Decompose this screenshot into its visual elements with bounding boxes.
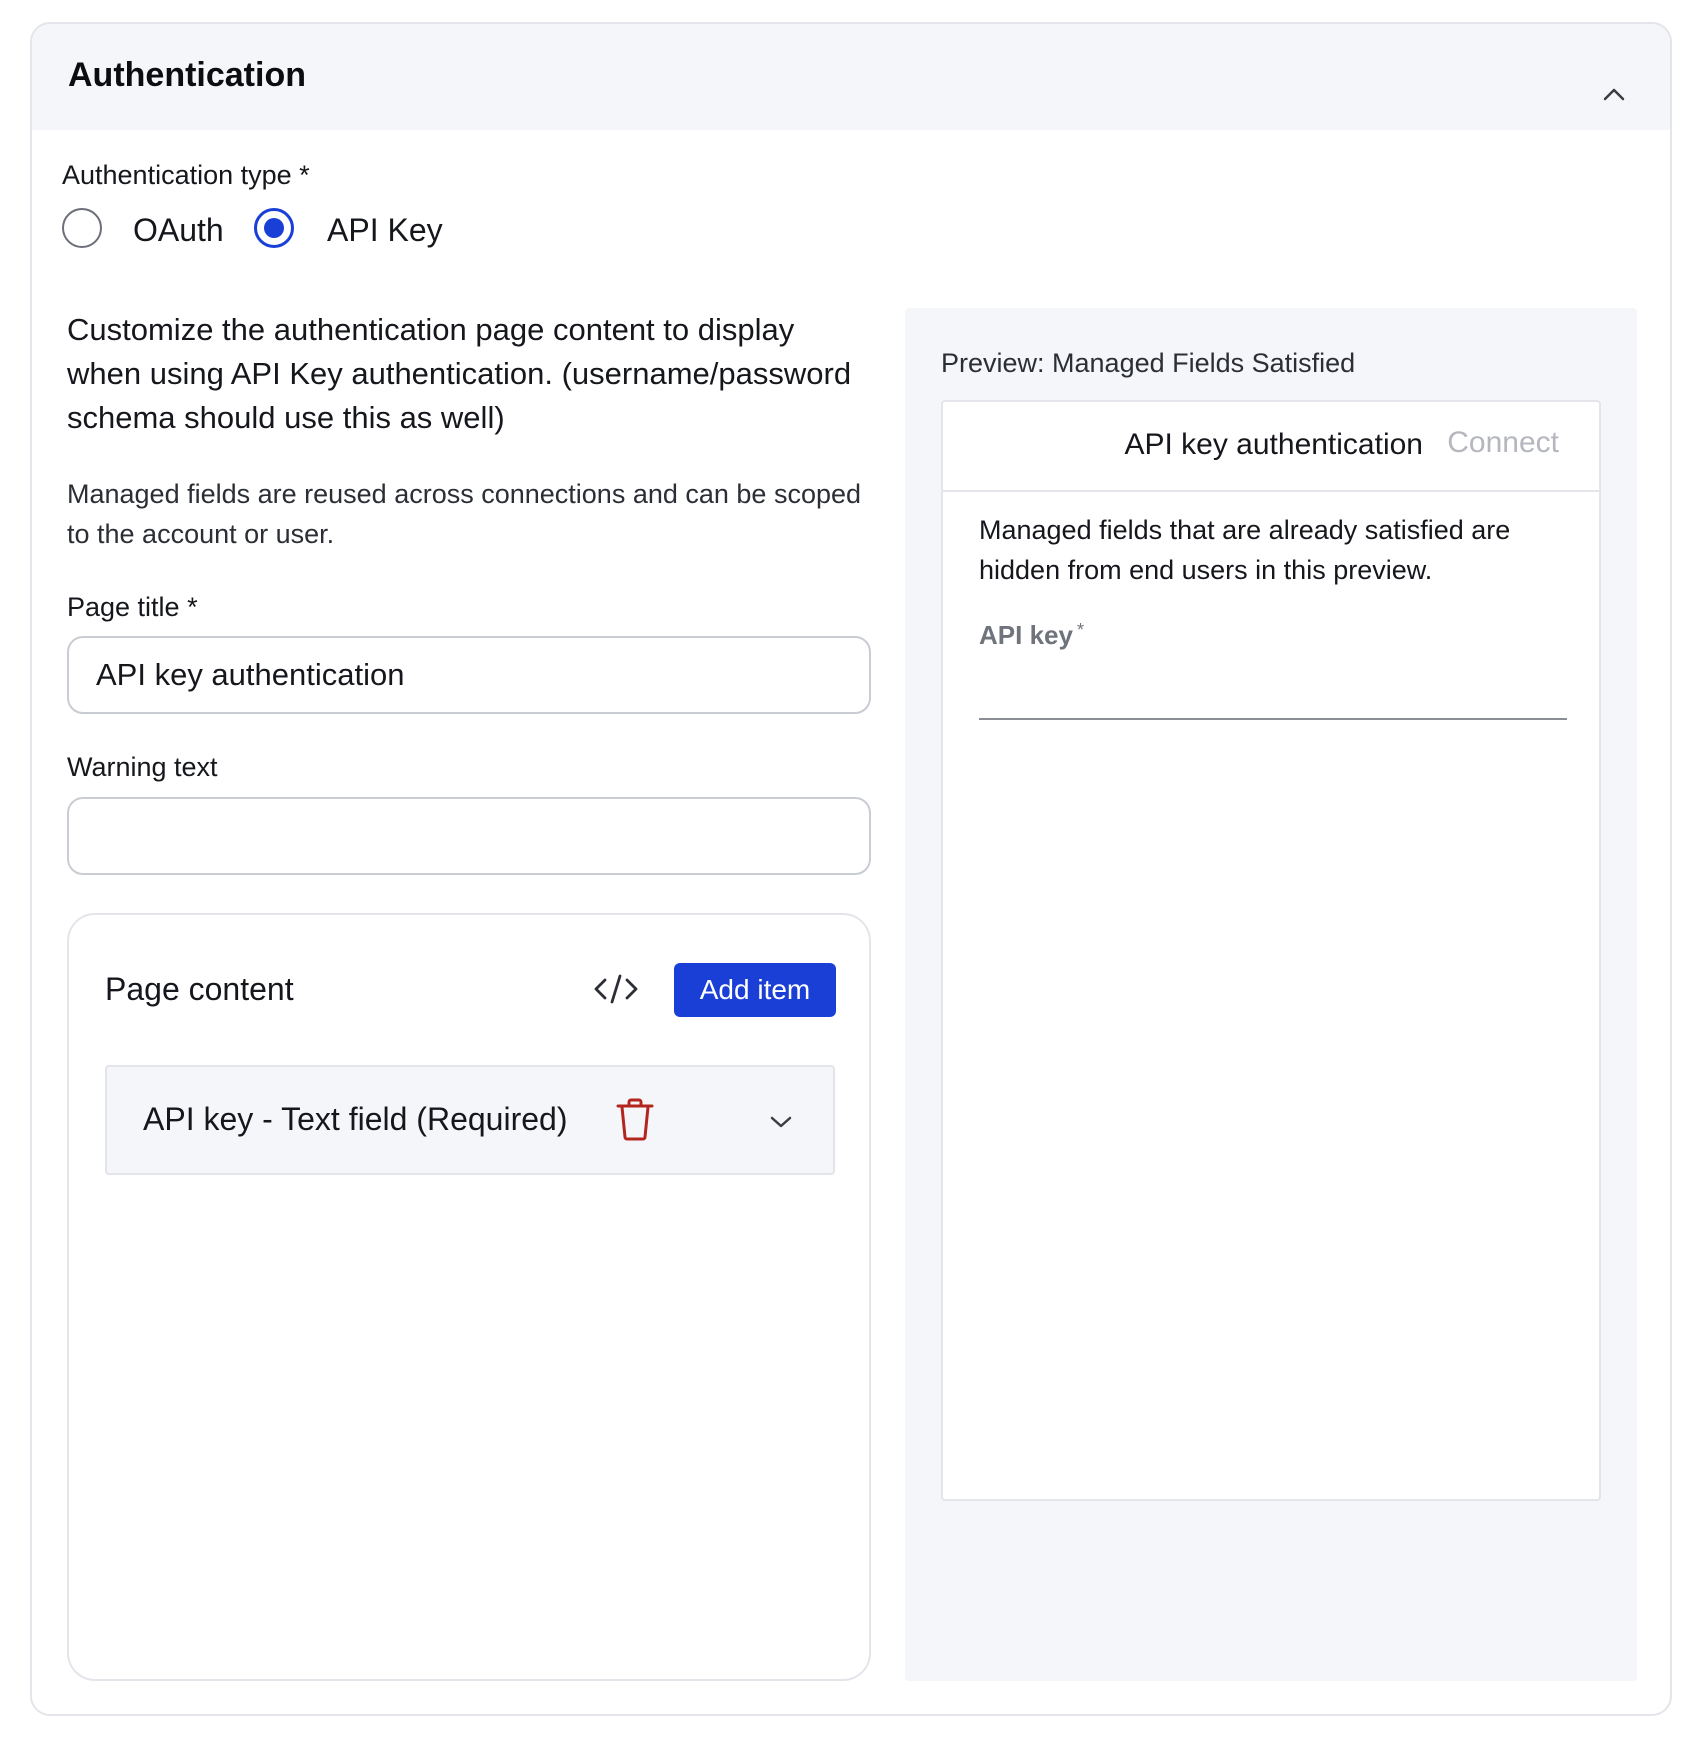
- preview-pane: [905, 308, 1637, 1681]
- warning-text-label: Warning text: [67, 752, 218, 782]
- radio-api-key-label[interactable]: API Key: [327, 212, 443, 248]
- radio-api-key[interactable]: [254, 208, 294, 248]
- content-item-row[interactable]: [105, 1065, 835, 1175]
- api-key-input[interactable]: [979, 660, 1567, 720]
- preview-note: Managed fields that are already satisfied are hidden from end users in this preview.: [979, 515, 1511, 585]
- auth-type-label: Authentication type *: [62, 160, 310, 190]
- preview-card-header: [943, 402, 1599, 492]
- page-title-input[interactable]: [67, 636, 871, 714]
- radio-oauth[interactable]: [62, 208, 102, 248]
- auth-description: Customize the authentication page content to display when using API Key authentication. (username/password schema should use this as well): [67, 312, 852, 435]
- panel-header[interactable]: [32, 24, 1670, 130]
- page-title-label: Page title *: [67, 592, 198, 622]
- page-content-card: [67, 913, 871, 1681]
- connect-button[interactable]: Connect: [1447, 426, 1559, 459]
- preview-page-title: API key authentication: [1124, 428, 1423, 461]
- code-icon[interactable]: [593, 973, 639, 1005]
- panel-title: Authentication: [68, 56, 306, 94]
- chevron-up-icon[interactable]: [1602, 86, 1626, 102]
- preview-card: [941, 400, 1601, 1501]
- add-item-button[interactable]: Add item: [674, 963, 836, 1017]
- content-item-label: API key - Text field (Required): [143, 1101, 568, 1137]
- chevron-down-icon[interactable]: [770, 1115, 792, 1129]
- warning-text-input[interactable]: [67, 797, 871, 875]
- api-key-label-text: API key: [979, 620, 1073, 650]
- radio-oauth-label[interactable]: OAuth: [133, 212, 224, 248]
- trash-icon[interactable]: [615, 1097, 655, 1141]
- required-mark: *: [1076, 620, 1084, 640]
- api-key-field-label: [979, 620, 1084, 651]
- preview-label: Preview: Managed Fields Satisfied: [941, 348, 1356, 378]
- managed-fields-note: Managed fields are reused across connections and can be scoped to the account or user.: [67, 479, 862, 549]
- page-content-title: Page content: [105, 971, 294, 1007]
